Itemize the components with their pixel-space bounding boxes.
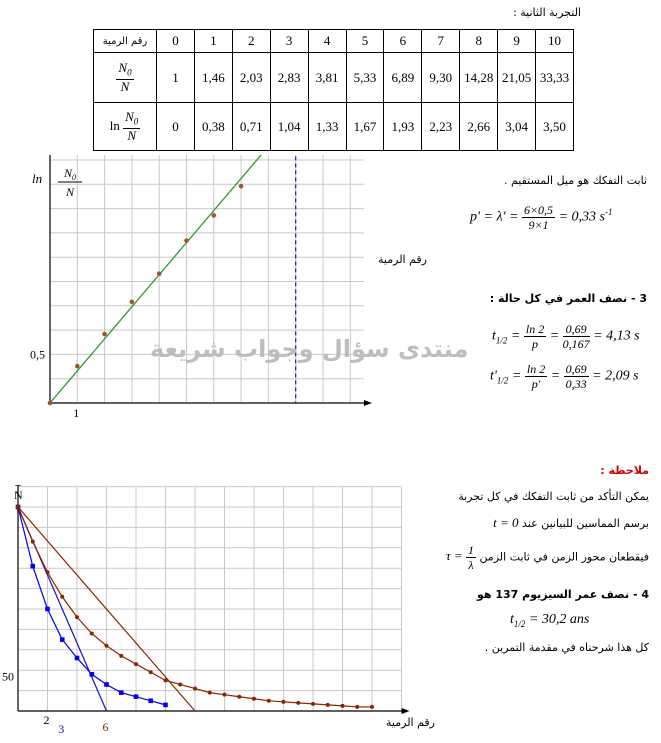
table-cell: 2,83 [270,53,308,103]
data-point [267,699,271,703]
note-line-3 [446,543,649,572]
data-point [31,540,35,544]
y-axis-label-ln: ln [32,171,43,186]
data-point [282,700,286,704]
data-point [355,705,359,709]
data-point [16,505,20,509]
x-tick-label: 3 [58,722,65,736]
forum-watermark: منتدى سؤال وجواب شريعة [150,335,469,363]
t2-num1: ln 2 [526,362,546,376]
table-row-log [94,103,574,151]
data-point [163,703,168,708]
cesium-half-life [510,612,589,629]
table-cell: 3 [270,30,308,53]
note-line-2 [493,515,649,531]
note-title: ملاحظة : [600,464,649,477]
t1-num1: ln 2 [525,322,545,336]
equals: = [549,328,560,344]
table-cell: 2 [232,30,270,53]
chart-grid [15,485,410,714]
table-row-ratio [94,53,574,103]
tau-formula [446,543,476,572]
table-row-numbers [94,30,574,53]
table-cell: 33,33 [536,53,574,103]
slope-note: ثابت التفكك هو ميل المستقيم . [503,174,647,187]
data-point [134,662,138,666]
t2-symbol: t' [490,368,497,384]
table-cell: 3,04 [498,103,536,151]
data-point [237,695,241,699]
data-point [119,654,123,658]
table-cell: 10 [536,30,574,53]
x-tick-label: 1 [73,406,80,420]
lambda-exp: -1 [604,207,613,218]
y-axis-label: N [14,488,23,502]
note-t0: t = 0 [493,515,519,530]
data-point [45,607,50,612]
data-point [89,672,94,677]
t2-rhs: = 2,09 s [592,368,639,384]
data-table [93,29,574,151]
data-point [60,637,65,642]
tau-lhs: τ = [446,548,463,564]
equals: = [511,368,522,384]
data-point [193,687,197,691]
table-cell: 5 [346,30,384,53]
data-point [311,702,315,706]
data-point [134,694,139,699]
lambda-rhs: = 0,33 s [558,209,605,225]
table-cell: 8 [460,30,498,53]
y-tick-label: 0,5 [30,347,45,362]
data-point [252,697,256,701]
table-cell: 3,81 [308,53,346,103]
chart-n-decay [0,485,410,743]
data-point [30,564,35,569]
data-point [184,238,189,243]
data-point [75,656,80,661]
lambda-lhs: p' = λ' = [470,209,519,225]
t2-sub: 1/2 [496,375,509,386]
note-line-2-text: برسم المماسين للبيانين عند [522,517,649,530]
experiment-title: التجربة الثانية : [513,6,581,19]
t1-num2: 0,69 [563,322,590,337]
x-tick-label: 2 [43,713,50,727]
note-line-5: كل هذا شرحناه في مقدمة التمرين . [484,641,649,654]
t2-den2: 0,33 [565,377,587,391]
equals: = [550,368,561,384]
chart-marks [2,488,374,736]
table-cell: 0,38 [194,103,232,151]
ratio-row-label: $\frac{N_0}{N}$ [94,53,157,103]
data-point [46,570,50,574]
lambda-equation [470,203,612,232]
table-cell: 21,05 [498,53,536,103]
data-point [60,595,64,599]
chart-marks [30,155,337,420]
lambda-den: 9×1 [528,218,549,232]
log-row-label: ln $\frac{N_0}{N}$ [94,103,157,151]
table-cell: 9,30 [422,53,460,103]
data-point [164,678,168,682]
data-point [48,401,53,406]
cesium-value: = 30,2 ans [528,612,590,627]
table-cell: 6,89 [384,53,422,103]
data-point [102,332,107,337]
table-cell: 1,67 [346,103,384,151]
table-cell: 5,33 [346,53,384,103]
tau-num: 1 [467,543,474,557]
data-point [212,213,217,218]
x-axis-arrow [364,400,372,406]
half-life-heading: 3 - نصف العمر في كل حالة : [489,292,647,305]
data-point [75,364,80,369]
data-point [296,701,300,705]
t1-symbol: t [492,328,496,344]
y-axis-label-num: $N_0$ [63,166,77,182]
half-life-equation-1 [492,322,640,351]
data-point [178,682,182,686]
table-cell: 2,23 [422,103,460,151]
x-axis-arrow [402,708,410,714]
data-point [90,631,94,635]
t1-den2: 0,167 [562,337,590,351]
y-axis-label-den: N [65,185,75,199]
data-point [119,690,124,695]
y-tick-label: 50 [2,669,14,684]
cesium-sub: 1/2 [513,618,526,629]
data-point [326,703,330,707]
table-cell: 3,50 [536,103,574,151]
note-line-3-text: فيقطعان محور الزمن في ثابت الزمن [479,550,649,564]
table-cell: 9 [498,30,536,53]
table-cell: 1,93 [384,103,422,151]
table-cell: 1,46 [194,53,232,103]
x-tick-label: 6 [102,720,109,734]
data-point [104,682,109,687]
data-point [157,271,162,276]
table-cell: 1,33 [308,103,346,151]
t1-sub: 1/2 [495,335,508,346]
table-cell: 0 [157,30,195,53]
table-cell: 1 [194,30,232,53]
table-cell: 6 [384,30,422,53]
data-point [370,705,374,709]
header-label: رقم الرمية [94,30,157,53]
data-point [223,693,227,697]
data-point [341,704,345,708]
data-point [148,699,153,704]
note-line-4: 4 - نصف عمر السيزيوم 137 هو [476,588,649,601]
x-axis-label-chart1: رقم الرمية [378,253,427,266]
data-point [130,300,135,305]
table-cell: 14,28 [460,53,498,103]
table-cell: 0 [157,103,195,151]
t1-den1: p [532,337,539,351]
table-cell: 1 [157,53,195,103]
data-point [149,670,153,674]
table-cell: 1,04 [270,103,308,151]
table-cell: 2,66 [460,103,498,151]
table-cell: 0,71 [232,103,270,151]
tau-den: λ [468,558,474,572]
t2-den1: p' [531,377,541,391]
data-point [105,644,109,648]
data-point [239,184,244,189]
data-point [75,615,79,619]
chart-grid [47,155,372,406]
half-life-equation-2 [490,362,639,391]
chart-ln-ratio [0,155,440,430]
y-axis-arrow [15,485,21,486]
table-cell: 4 [308,30,346,53]
note-line-1: يمكن التأكد من ثابت التفكك في كل تجربة [458,490,649,503]
table-cell: 2,03 [232,53,270,103]
t2-num2: 0,69 [565,362,587,376]
table-cell: 7 [422,30,460,53]
t1-rhs: = 4,13 s [593,328,640,344]
fit-line [50,155,337,403]
equals: = [510,328,521,344]
lambda-num: 6×0,5 [523,203,554,217]
cesium-t: t [510,612,514,627]
data-point [208,691,212,695]
x-axis-label-chart2: رقم الرمية [386,716,435,729]
